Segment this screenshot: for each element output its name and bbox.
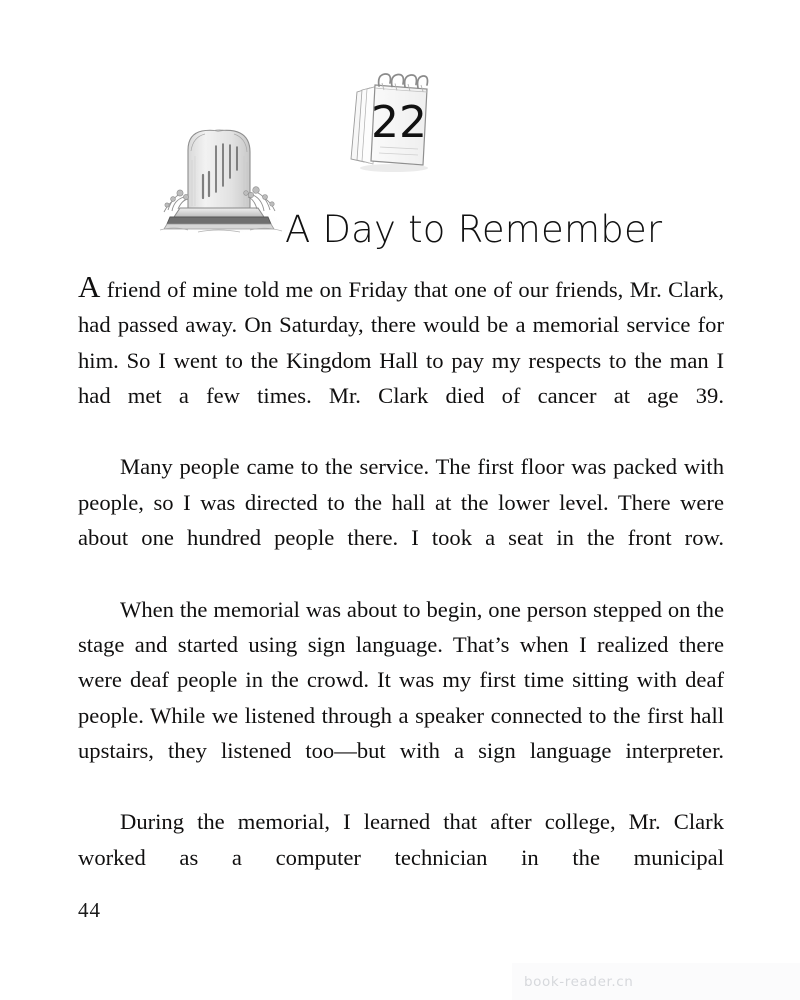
paragraph (78, 449, 724, 590)
paragraph (78, 804, 724, 910)
tombstone-illustration (158, 120, 293, 240)
chapter-title: A Day to Remember (285, 207, 663, 251)
paragraph (78, 592, 724, 804)
paragraph-text: Many people came to the service. The first floor was packed with people, so I was directed to the hall at the lower level. There were about one hundred people there. I took a seat in the front row. (78, 454, 724, 551)
paragraph-text: During the memorial, I learned that after college, Mr. Clark worked as a computer technician in the municipal (78, 809, 724, 870)
calendar-illustration (334, 64, 450, 179)
calendar-date-number: 22 (371, 97, 427, 148)
drop-cap: A (78, 269, 101, 304)
watermark (512, 963, 800, 1000)
paragraph (78, 269, 724, 448)
chapter-header (0, 58, 800, 251)
watermark-text: book-reader.cn (524, 973, 634, 990)
body-text (78, 269, 724, 911)
paragraph-text: When the memorial was about to begin, one person stepped on the stage and started using sign language. That’s when I realized there were deaf people in the crowd. It was my first time sitting with deaf people. While we listened through a speaker connected to the first hall upstairs, they listened too—but with a sign language interpreter. (78, 596, 724, 763)
page-number: 44 (78, 898, 101, 922)
paragraph-text: friend of mine told me on Friday that one of our friends, Mr. Clark, had passed away. On Saturday, there would be a memorial service for him. So I went to the Kingdom Hall to pay my respects to the man I had met a few times. Mr. Clark died of cancer at age 39. (78, 277, 724, 408)
